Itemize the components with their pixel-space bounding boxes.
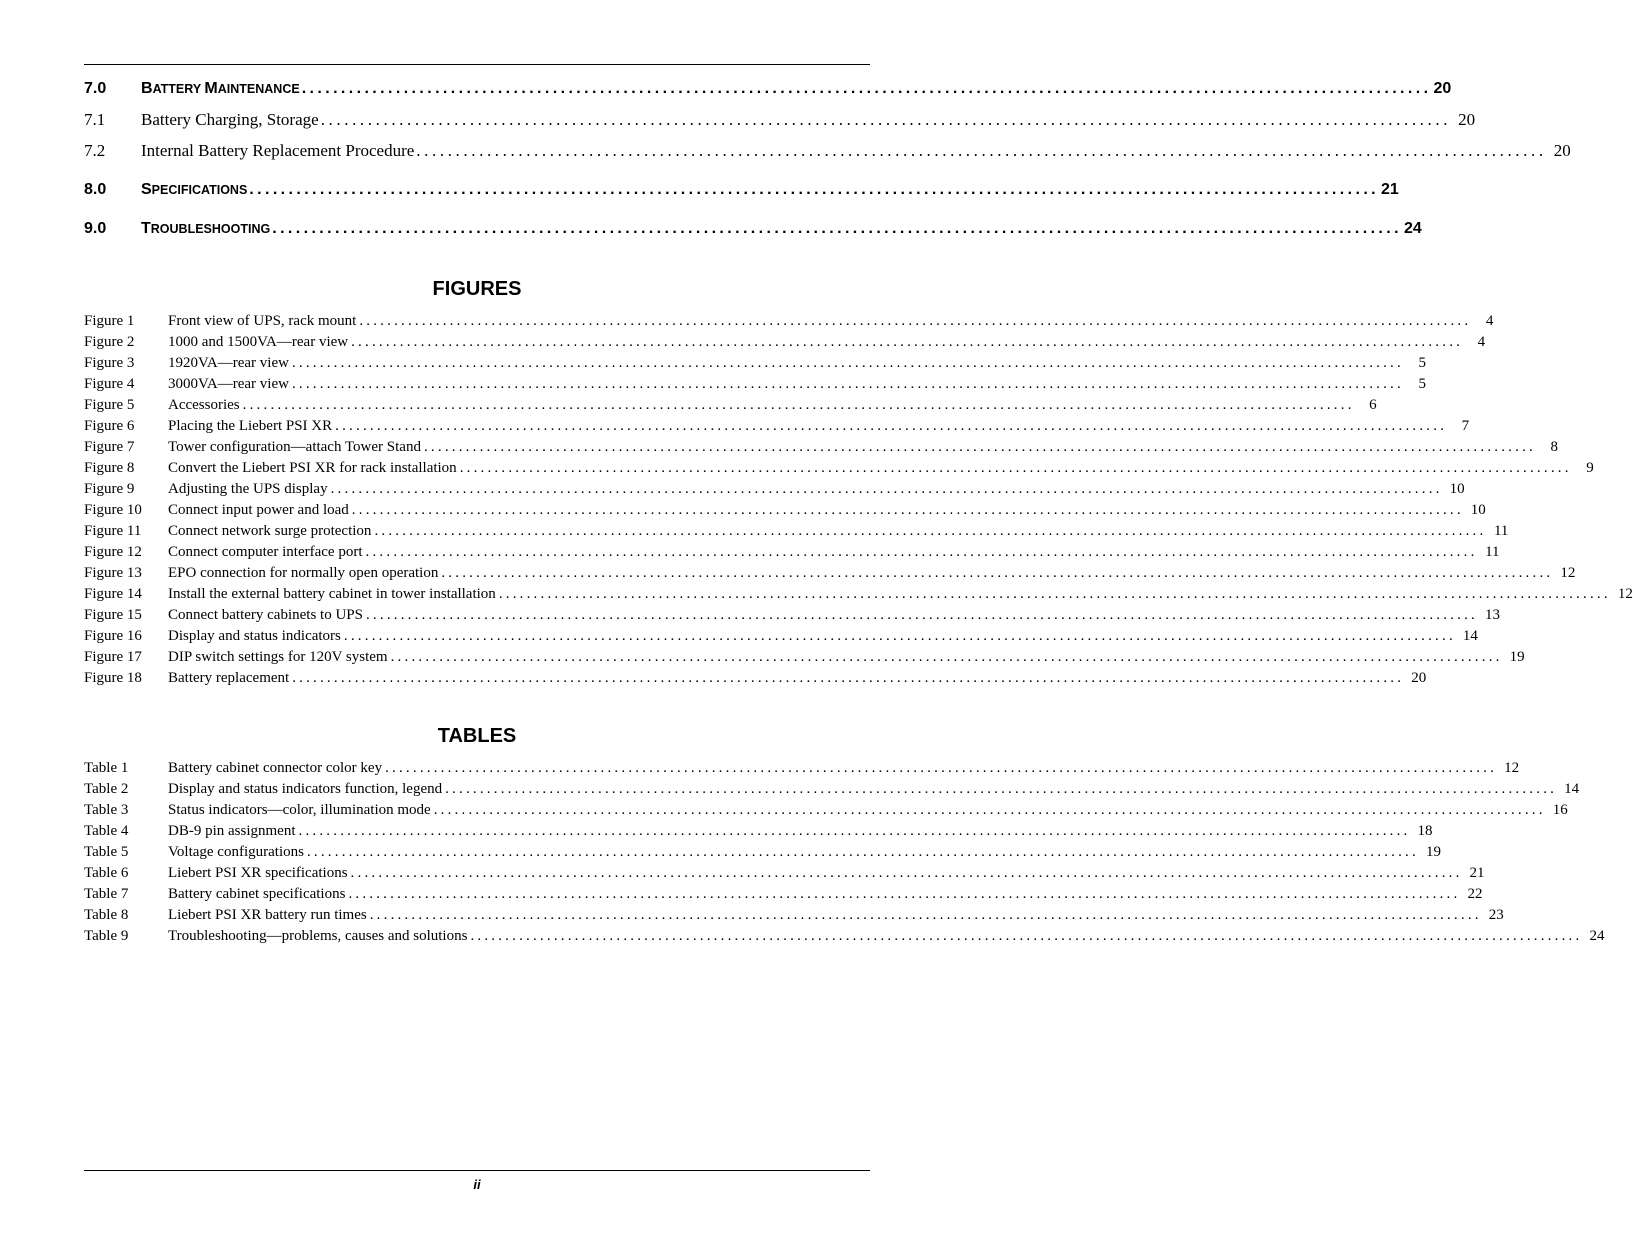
figure-entry-title: 1000 and 1500VA—rear view bbox=[168, 334, 349, 350]
dot-leader: ................................................................................................................................................ bbox=[301, 80, 1432, 97]
dot-leader: ................................................................................................................................................................ bbox=[385, 760, 1498, 776]
dot-leader: ................................................................................................................................................................ bbox=[365, 544, 1478, 560]
figure-entry[interactable] bbox=[84, 584, 1633, 605]
section-number: 7.0 bbox=[84, 80, 107, 97]
figure-entry-title: DIP switch settings for 120V system bbox=[168, 649, 388, 665]
figure-entry-label: Figure 8 bbox=[84, 460, 135, 476]
figure-entry[interactable] bbox=[84, 626, 1478, 647]
section-number: 9.0 bbox=[84, 220, 107, 237]
figure-entry-label: Figure 16 bbox=[84, 628, 142, 644]
table-entry-page: 16 bbox=[1552, 802, 1568, 818]
figure-entry[interactable] bbox=[84, 374, 1426, 395]
figure-entry[interactable] bbox=[84, 311, 1494, 332]
figure-entry-title: Connect input power and load bbox=[168, 502, 349, 518]
toc-subsection-7-2[interactable] bbox=[84, 141, 1571, 161]
dot-leader: ................................................................................................................................................................ bbox=[298, 823, 1411, 839]
dot-leader: ................................................................................................................................................................ bbox=[423, 439, 1536, 455]
figure-entry-page: 19 bbox=[1509, 649, 1525, 665]
table-entry-label: Table 5 bbox=[84, 844, 129, 860]
table-entry[interactable] bbox=[84, 800, 1568, 821]
tables-list bbox=[84, 758, 1605, 947]
toc-subsection-7-1[interactable] bbox=[84, 110, 1476, 130]
dot-leader: ................................................................................................................................................................ bbox=[390, 649, 1503, 665]
figure-entry-label: Figure 17 bbox=[84, 649, 142, 665]
table-entry-title: Display and status indicators function, legend bbox=[168, 781, 443, 797]
section-title: SPECIFICATIONS bbox=[141, 181, 248, 198]
figure-entry-page: 12 bbox=[1617, 586, 1633, 602]
figure-entry-page: 10 bbox=[1449, 481, 1465, 497]
figure-entry-page: 6 bbox=[1369, 397, 1377, 413]
figure-entry-title: Install the external battery cabinet in tower installation bbox=[168, 586, 496, 602]
figure-entry-label: Figure 11 bbox=[84, 523, 142, 539]
dot-leader: ................................................................................................................................................................ bbox=[441, 565, 1554, 581]
table-entry[interactable] bbox=[84, 884, 1483, 905]
toc-section-7[interactable] bbox=[84, 80, 1452, 98]
table-entry-title: Battery cabinet connector color key bbox=[168, 760, 383, 776]
figure-entry-title: Connect computer interface port bbox=[168, 544, 363, 560]
figure-entry-page: 4 bbox=[1477, 334, 1486, 350]
figure-entry-page: 14 bbox=[1462, 628, 1478, 644]
tables-heading: TABLES bbox=[437, 725, 517, 747]
subsection-page: 20 bbox=[1553, 141, 1571, 160]
table-entry-title: Liebert PSI XR specifications bbox=[168, 865, 348, 881]
figure-entry[interactable] bbox=[84, 542, 1500, 563]
dot-leader: ................................................................................................................................................................ bbox=[291, 376, 1404, 392]
toc-section-8[interactable] bbox=[84, 181, 1399, 199]
footer-rule bbox=[84, 1170, 870, 1171]
figure-entry[interactable] bbox=[84, 479, 1465, 500]
dot-leader: ................................................................................................................................................................ bbox=[459, 460, 1572, 476]
figure-entry[interactable] bbox=[84, 395, 1377, 416]
figure-entry-page: 7 bbox=[1461, 418, 1470, 434]
figure-entry-title: Tower configuration—attach Tower Stand bbox=[168, 439, 421, 455]
figure-entry[interactable] bbox=[84, 563, 1576, 584]
table-entry[interactable] bbox=[84, 821, 1433, 842]
table-entry-page: 22 bbox=[1467, 886, 1483, 902]
figure-entry-label: Figure 5 bbox=[84, 397, 135, 413]
figure-entry-label: Figure 15 bbox=[84, 607, 142, 623]
table-entry-label: Table 2 bbox=[84, 781, 129, 797]
figure-entry-title: Battery replacement bbox=[168, 670, 290, 686]
figure-entry[interactable] bbox=[84, 353, 1426, 374]
subsection-title: Internal Battery Replacement Procedure bbox=[141, 141, 415, 160]
dot-leader: ................................................................................................................................................ bbox=[249, 181, 1380, 198]
figure-entry-page: 13 bbox=[1484, 607, 1500, 623]
figure-entry-title: Accessories bbox=[168, 397, 240, 413]
figure-entry-label: Figure 18 bbox=[84, 670, 142, 686]
figure-entry-label: Figure 6 bbox=[84, 418, 135, 434]
dot-leader: ................................................................................................................................................................ bbox=[343, 628, 1456, 644]
table-entry[interactable] bbox=[84, 905, 1504, 926]
dot-leader: ................................................................................................................................................................ bbox=[351, 502, 1464, 518]
table-entry-title: Troubleshooting—problems, causes and solutions bbox=[168, 928, 468, 944]
figure-entry-label: Figure 10 bbox=[84, 502, 142, 518]
figure-entry-label: Figure 3 bbox=[84, 355, 135, 371]
figure-entry-title: Convert the Liebert PSI XR for rack installation bbox=[168, 460, 457, 476]
figure-entry-label: Figure 1 bbox=[84, 313, 135, 329]
figure-entry-page: 12 bbox=[1560, 565, 1576, 581]
figure-entry-page: 20 bbox=[1411, 670, 1427, 686]
dot-leader: ................................................................................................................................................................ bbox=[365, 607, 1478, 623]
table-entry[interactable] bbox=[84, 926, 1605, 947]
figure-entry-label: Figure 9 bbox=[84, 481, 135, 497]
dot-leader: ................................................................................................................................................................ bbox=[292, 670, 1405, 686]
dot-leader: ................................................................................................................................................................ bbox=[350, 865, 1463, 881]
figure-entry[interactable] bbox=[84, 521, 1509, 542]
section-number: 8.0 bbox=[84, 181, 107, 198]
dot-leader: ................................................................................................................................................................ bbox=[348, 886, 1461, 902]
dot-leader: ................................................................................................................................................................ bbox=[359, 313, 1472, 329]
figure-entry-page: 5 bbox=[1418, 355, 1426, 371]
table-entry-page: 24 bbox=[1589, 928, 1605, 944]
figure-entry-page: 4 bbox=[1485, 313, 1494, 329]
figure-entry-title: Front view of UPS, rack mount bbox=[168, 313, 357, 329]
table-entry[interactable] bbox=[84, 863, 1485, 884]
figure-entry[interactable] bbox=[84, 332, 1486, 353]
dot-leader: ................................................................................................................................................ bbox=[272, 220, 1402, 237]
dot-leader: ................................................................................................................................................................ bbox=[374, 523, 1487, 539]
dot-leader: ................................................................................................................................................................ bbox=[306, 844, 1419, 860]
figure-entry-title: Placing the Liebert PSI XR bbox=[168, 418, 333, 434]
figure-entry-title: EPO connection for normally open operation bbox=[168, 565, 439, 581]
section-title: TROUBLESHOOTING bbox=[141, 220, 271, 237]
table-entry-title: Battery cabinet specifications bbox=[168, 886, 346, 902]
figure-entry-label: Figure 13 bbox=[84, 565, 142, 581]
figure-entry[interactable] bbox=[84, 500, 1486, 521]
dot-leader: ................................................................................................................................................................ bbox=[433, 802, 1546, 818]
figure-entry-page: 10 bbox=[1470, 502, 1486, 518]
figure-entry-label: Figure 2 bbox=[84, 334, 135, 350]
figure-entry-label: Figure 7 bbox=[84, 439, 135, 455]
figures-list bbox=[84, 311, 1633, 689]
dot-leader: ................................................................................................................................................................ bbox=[242, 397, 1355, 413]
figure-entry[interactable] bbox=[84, 437, 1558, 458]
table-entry-label: Table 6 bbox=[84, 865, 129, 881]
figure-entry-label: Figure 4 bbox=[84, 376, 135, 392]
figure-entry-title: 1920VA—rear view bbox=[168, 355, 289, 371]
table-entry-title: DB-9 pin assignment bbox=[168, 823, 296, 839]
figure-entry-title: Adjusting the UPS display bbox=[168, 481, 328, 497]
figure-entry-page: 5 bbox=[1418, 376, 1426, 392]
table-entry[interactable] bbox=[84, 842, 1441, 863]
table-entry-page: 23 bbox=[1488, 907, 1504, 923]
table-entry-title: Voltage configurations bbox=[168, 844, 304, 860]
figure-entry[interactable] bbox=[84, 416, 1470, 437]
dot-leader: ................................................................................................................................................................ bbox=[498, 586, 1611, 602]
table-entry-label: Table 9 bbox=[84, 928, 129, 944]
dot-leader: ................................................................................................................................................................ bbox=[291, 355, 1404, 371]
figure-entry-label: Figure 12 bbox=[84, 544, 142, 560]
subsection-page: 20 bbox=[1458, 110, 1476, 129]
page-number: ii bbox=[473, 1177, 481, 1192]
figure-entry-page: 11 bbox=[1493, 523, 1509, 539]
table-entry-title: Liebert PSI XR battery run times bbox=[168, 907, 367, 923]
figure-entry[interactable] bbox=[84, 605, 1500, 626]
figure-entry[interactable] bbox=[84, 458, 1594, 479]
section-title: BATTERY MAINTENANCE bbox=[141, 80, 300, 97]
table-entry-label: Table 7 bbox=[84, 886, 129, 902]
figure-entry-title: Connect battery cabinets to UPS bbox=[168, 607, 363, 623]
toc-section-9[interactable] bbox=[84, 220, 1422, 238]
figure-entry-title: Connect network surge protection bbox=[168, 523, 372, 539]
table-entry[interactable] bbox=[84, 758, 1520, 779]
table-entry-title: Status indicators—color, illumination mode bbox=[168, 802, 431, 818]
table-entry-label: Table 8 bbox=[84, 907, 129, 923]
subsection-number: 7.2 bbox=[84, 141, 106, 160]
figure-entry[interactable] bbox=[84, 668, 1427, 689]
figure-entry-title: Display and status indicators bbox=[168, 628, 341, 644]
table-entry-page: 14 bbox=[1564, 781, 1580, 797]
section-page: 21 bbox=[1381, 181, 1399, 198]
table-entry-page: 19 bbox=[1425, 844, 1441, 860]
table-entry-page: 18 bbox=[1417, 823, 1433, 839]
dot-leader: ................................................................................................................................................................ bbox=[445, 781, 1558, 797]
dot-leader: ................................................................................................................................................................ bbox=[351, 334, 1464, 350]
section-page: 20 bbox=[1433, 80, 1452, 97]
table-entry-page: 21 bbox=[1469, 865, 1485, 881]
table-entry-label: Table 3 bbox=[84, 802, 129, 818]
figure-entry-page: 8 bbox=[1550, 439, 1558, 455]
dot-leader: ................................................................................................................................................ bbox=[416, 141, 1547, 160]
figure-entry-page: 11 bbox=[1485, 544, 1500, 560]
dot-leader: ................................................................................................................................................................ bbox=[369, 907, 1482, 923]
dot-leader: ................................................................................................................................................................ bbox=[330, 481, 1443, 497]
figures-heading: FIGURES bbox=[432, 278, 522, 300]
subsection-title: Battery Charging, Storage bbox=[141, 110, 319, 129]
table-entry-label: Table 4 bbox=[84, 823, 129, 839]
dot-leader: ................................................................................................................................................................ bbox=[470, 928, 1583, 944]
figure-entry[interactable] bbox=[84, 647, 1525, 668]
section-page: 24 bbox=[1403, 220, 1422, 237]
table-entry[interactable] bbox=[84, 779, 1580, 800]
dot-leader: ................................................................................................................................................ bbox=[320, 110, 1452, 129]
table-entry-label: Table 1 bbox=[84, 760, 129, 776]
table-entry-page: 12 bbox=[1504, 760, 1520, 776]
figure-entry-title: 3000VA—rear view bbox=[168, 376, 289, 392]
subsection-number: 7.1 bbox=[84, 110, 106, 129]
dot-leader: ................................................................................................................................................................ bbox=[335, 418, 1448, 434]
figure-entry-label: Figure 14 bbox=[84, 586, 142, 602]
figure-entry-page: 9 bbox=[1586, 460, 1594, 476]
header-rule bbox=[84, 64, 870, 65]
